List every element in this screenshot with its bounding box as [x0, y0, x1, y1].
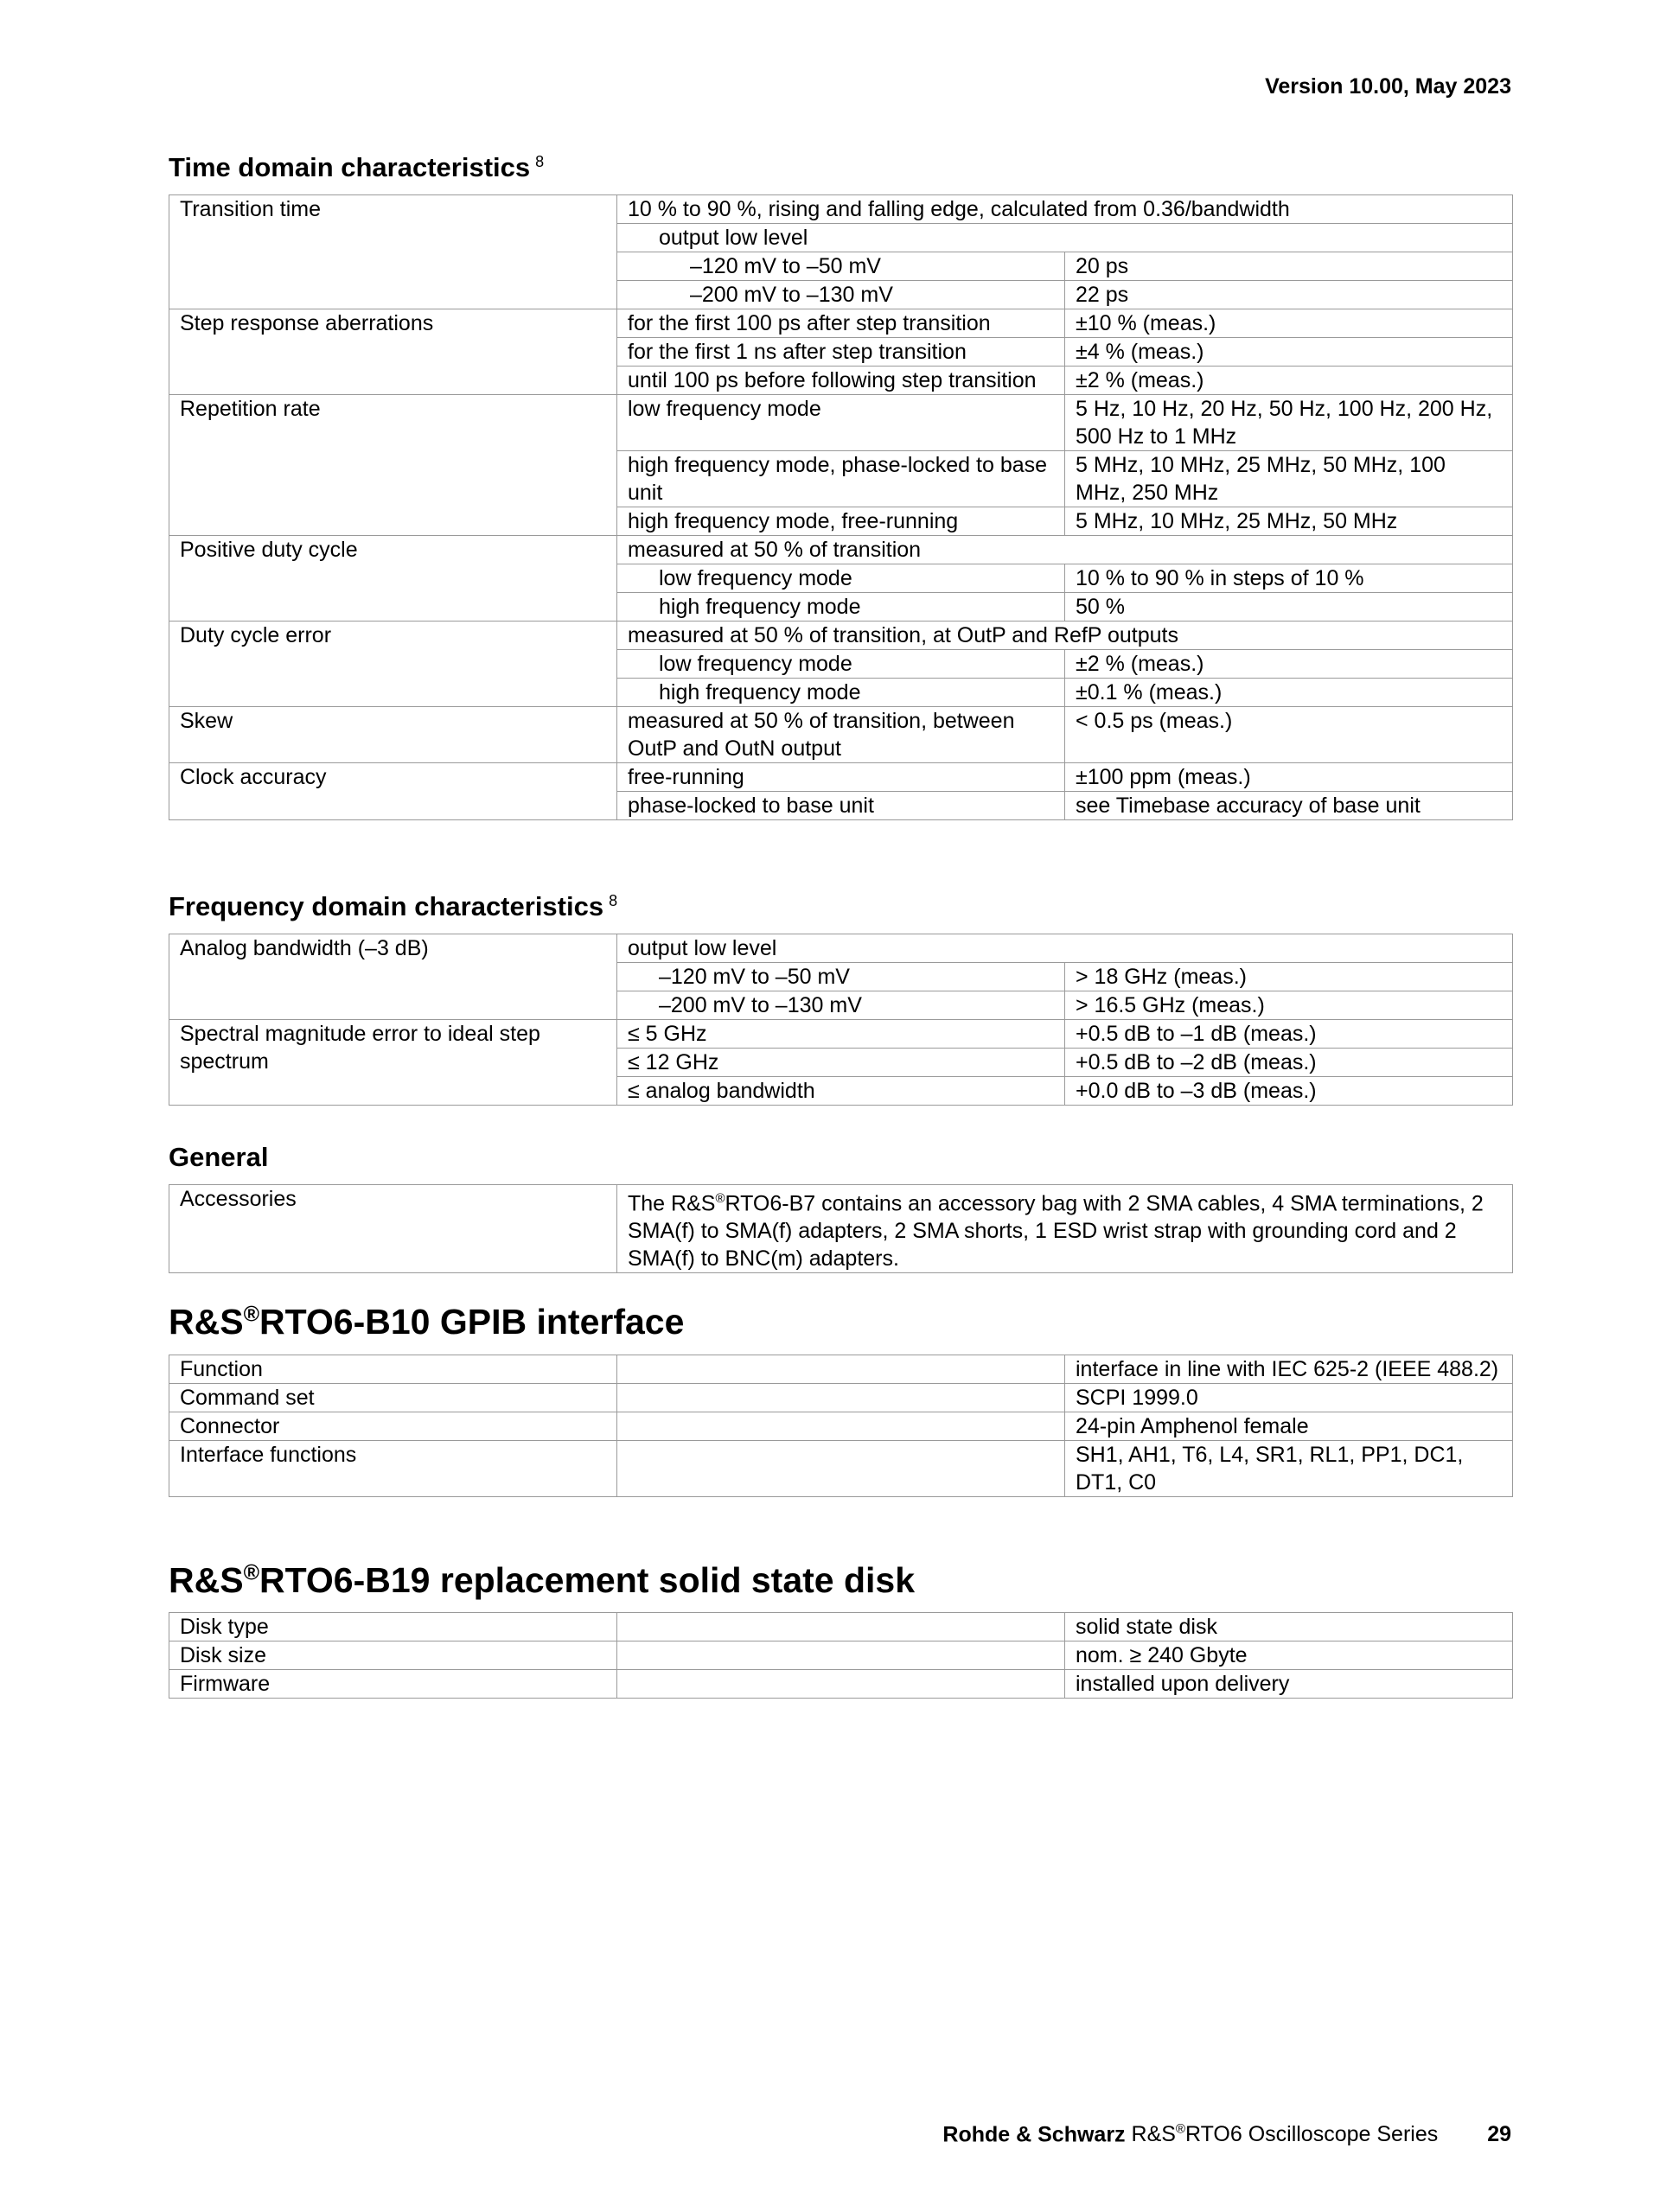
param-value: ±100 ppm (meas.) [1065, 763, 1513, 792]
table-row [169, 536, 1513, 564]
param-label: Interface functions [169, 1441, 617, 1497]
param-value: SH1, AH1, T6, L4, SR1, RL1, PP1, DC1, DT1, C0 [1065, 1441, 1513, 1497]
param-value: interface in line with IEC 625-2 (IEEE 488.2) [1065, 1355, 1513, 1384]
param-value: ±4 % (meas.) [1065, 338, 1513, 367]
time-domain-table [169, 194, 1513, 820]
table-row [169, 707, 1513, 763]
param-value: see Timebase accuracy of base unit [1065, 792, 1513, 820]
title-fragment: RTO6-B10 GPIB interface [259, 1302, 685, 1342]
param-value: solid state disk [1065, 1613, 1513, 1641]
param-value: > 16.5 GHz (meas.) [1065, 991, 1513, 1020]
text-fragment: RTO6-B7 contains an accessory bag with 2 SMA cables, 4 SMA terminations, 2 SMA(f) to SMA(f) adapters, 2 SMA shorts, 1 ESD wrist strap with grounding cord and 2 SMA(f) to BNC(m) adapters. [628, 1191, 1484, 1272]
table-row [169, 1412, 1513, 1441]
empty-cell [617, 1670, 1065, 1699]
table-row [169, 1384, 1513, 1412]
param-label: Spectral magnitude error to ideal step spectrum [169, 1020, 617, 1106]
param-value: nom. ≥ 240 Gbyte [1065, 1641, 1513, 1670]
param-cond: –200 mV to –130 mV [617, 991, 1065, 1020]
param-cond: high frequency mode [617, 593, 1065, 622]
param-cond: measured at 50 % of transition, between OutP and OutN output [617, 707, 1065, 763]
title-fragment: RTO6-B19 replacement solid state disk [259, 1560, 916, 1600]
param-value: +0.5 dB to –2 dB (meas.) [1065, 1049, 1513, 1077]
time-domain-heading [169, 152, 544, 183]
general-table [169, 1184, 1513, 1273]
page-number: 29 [1487, 2122, 1511, 2147]
param-cond: low frequency mode [617, 650, 1065, 679]
param-label: Disk size [169, 1641, 617, 1670]
footnote-ref: 8 [535, 152, 545, 170]
version-label: Version 10.00, May 2023 [1265, 74, 1511, 99]
title-fragment: R&S [169, 1560, 244, 1600]
param-label: Step response aberrations [169, 309, 617, 395]
param-value: +0.5 dB to –1 dB (meas.) [1065, 1020, 1513, 1049]
param-label: Connector [169, 1412, 617, 1441]
table-row [169, 1441, 1513, 1497]
param-cond: high frequency mode [617, 679, 1065, 707]
ssd-table [169, 1612, 1513, 1699]
registered-mark: ® [243, 1560, 259, 1585]
param-cond: high frequency mode, phase-locked to base unit [617, 451, 1065, 507]
param-label: Clock accuracy [169, 763, 617, 820]
param-value: SCPI 1999.0 [1065, 1384, 1513, 1412]
empty-cell [617, 1384, 1065, 1412]
param-label: Transition time [169, 195, 617, 309]
param-cond: ≤ analog bandwidth [617, 1077, 1065, 1106]
registered-mark: ® [715, 1191, 725, 1206]
registered-mark: ® [1175, 2122, 1185, 2137]
gpib-heading [169, 1302, 684, 1342]
param-label: Firmware [169, 1670, 617, 1699]
param-cond: ≤ 5 GHz [617, 1020, 1065, 1049]
freq-domain-title: Frequency domain characteristics [169, 891, 604, 921]
param-cond: –120 mV to –50 mV [617, 963, 1065, 991]
empty-cell [617, 1613, 1065, 1641]
param-value: 5 MHz, 10 MHz, 25 MHz, 50 MHz, 100 MHz, 250 MHz [1065, 451, 1513, 507]
table-row [169, 1641, 1513, 1670]
param-label: Repetition rate [169, 395, 617, 536]
param-value: 10 % to 90 % in steps of 10 % [1065, 564, 1513, 593]
param-cond: high frequency mode, free-running [617, 507, 1065, 536]
table-row [169, 934, 1513, 963]
gpib-table [169, 1355, 1513, 1497]
param-value: +0.0 dB to –3 dB (meas.) [1065, 1077, 1513, 1106]
param-value: 5 Hz, 10 Hz, 20 Hz, 50 Hz, 100 Hz, 200 Hz, 500 Hz to 1 MHz [1065, 395, 1513, 451]
param-label: Analog bandwidth (–3 dB) [169, 934, 617, 1020]
param-label: Duty cycle error [169, 622, 617, 707]
freq-domain-table [169, 934, 1513, 1106]
param-value: ±0.1 % (meas.) [1065, 679, 1513, 707]
table-row [169, 1613, 1513, 1641]
param-desc: 10 % to 90 %, rising and falling edge, calculated from 0.36/bandwidth [617, 195, 1513, 224]
table-row [169, 763, 1513, 792]
param-label: Function [169, 1355, 617, 1384]
param-value: 20 ps [1065, 252, 1513, 281]
param-cond: low frequency mode [617, 564, 1065, 593]
table-row [169, 1020, 1513, 1049]
table-row [169, 1670, 1513, 1699]
param-cond: –200 mV to –130 mV [617, 281, 1065, 309]
empty-cell [617, 1641, 1065, 1670]
text-fragment: The R&S [628, 1191, 716, 1216]
param-cond: –120 mV to –50 mV [617, 252, 1065, 281]
param-desc: measured at 50 % of transition, at OutP and RefP outputs [617, 622, 1513, 650]
empty-cell [617, 1355, 1065, 1384]
title-fragment: R&S [169, 1302, 244, 1342]
footer-company: Rohde & Schwarz [942, 2122, 1126, 2147]
general-heading: General [169, 1142, 269, 1172]
empty-cell [617, 1441, 1065, 1497]
param-cond: for the first 100 ps after step transition [617, 309, 1065, 338]
param-desc: measured at 50 % of transition [617, 536, 1513, 564]
param-cond: phase-locked to base unit [617, 792, 1065, 820]
ssd-heading [169, 1560, 915, 1601]
param-value: < 0.5 ps (meas.) [1065, 707, 1513, 763]
freq-domain-heading [169, 891, 617, 922]
time-domain-title: Time domain characteristics [169, 152, 531, 182]
param-cond: for the first 1 ns after step transition [617, 338, 1065, 367]
footnote-ref: 8 [609, 891, 618, 909]
param-cond: low frequency mode [617, 395, 1065, 451]
table-row [169, 622, 1513, 650]
table-row [169, 395, 1513, 451]
text-fragment: R&S [1131, 2122, 1176, 2147]
param-label: Skew [169, 707, 617, 763]
page-footer [942, 2122, 1511, 2147]
param-cond: until 100 ps before following step transition [617, 367, 1065, 395]
param-label: Command set [169, 1384, 617, 1412]
param-value: > 18 GHz (meas.) [1065, 963, 1513, 991]
table-row [169, 309, 1513, 338]
param-value [617, 1185, 1513, 1273]
table-row [169, 1355, 1513, 1384]
param-label: Disk type [169, 1613, 617, 1641]
param-cond: free-running [617, 763, 1065, 792]
param-value: 5 MHz, 10 MHz, 25 MHz, 50 MHz [1065, 507, 1513, 536]
param-value: 22 ps [1065, 281, 1513, 309]
registered-mark: ® [243, 1302, 259, 1327]
param-value: ±10 % (meas.) [1065, 309, 1513, 338]
param-value: ±2 % (meas.) [1065, 367, 1513, 395]
table-row [169, 195, 1513, 224]
param-value: installed upon delivery [1065, 1670, 1513, 1699]
param-label: Accessories [169, 1185, 617, 1273]
table-row [169, 1185, 1513, 1273]
footer-product [1132, 2122, 1439, 2146]
text-fragment: RTO6 Oscilloscope Series [1184, 2122, 1439, 2147]
param-label: Positive duty cycle [169, 536, 617, 622]
param-value: ±2 % (meas.) [1065, 650, 1513, 679]
param-value: 50 % [1065, 593, 1513, 622]
empty-cell [617, 1412, 1065, 1441]
param-cond: ≤ 12 GHz [617, 1049, 1065, 1077]
param-value: 24-pin Amphenol female [1065, 1412, 1513, 1441]
param-sub: output low level [617, 224, 1513, 252]
param-desc: output low level [617, 934, 1513, 963]
